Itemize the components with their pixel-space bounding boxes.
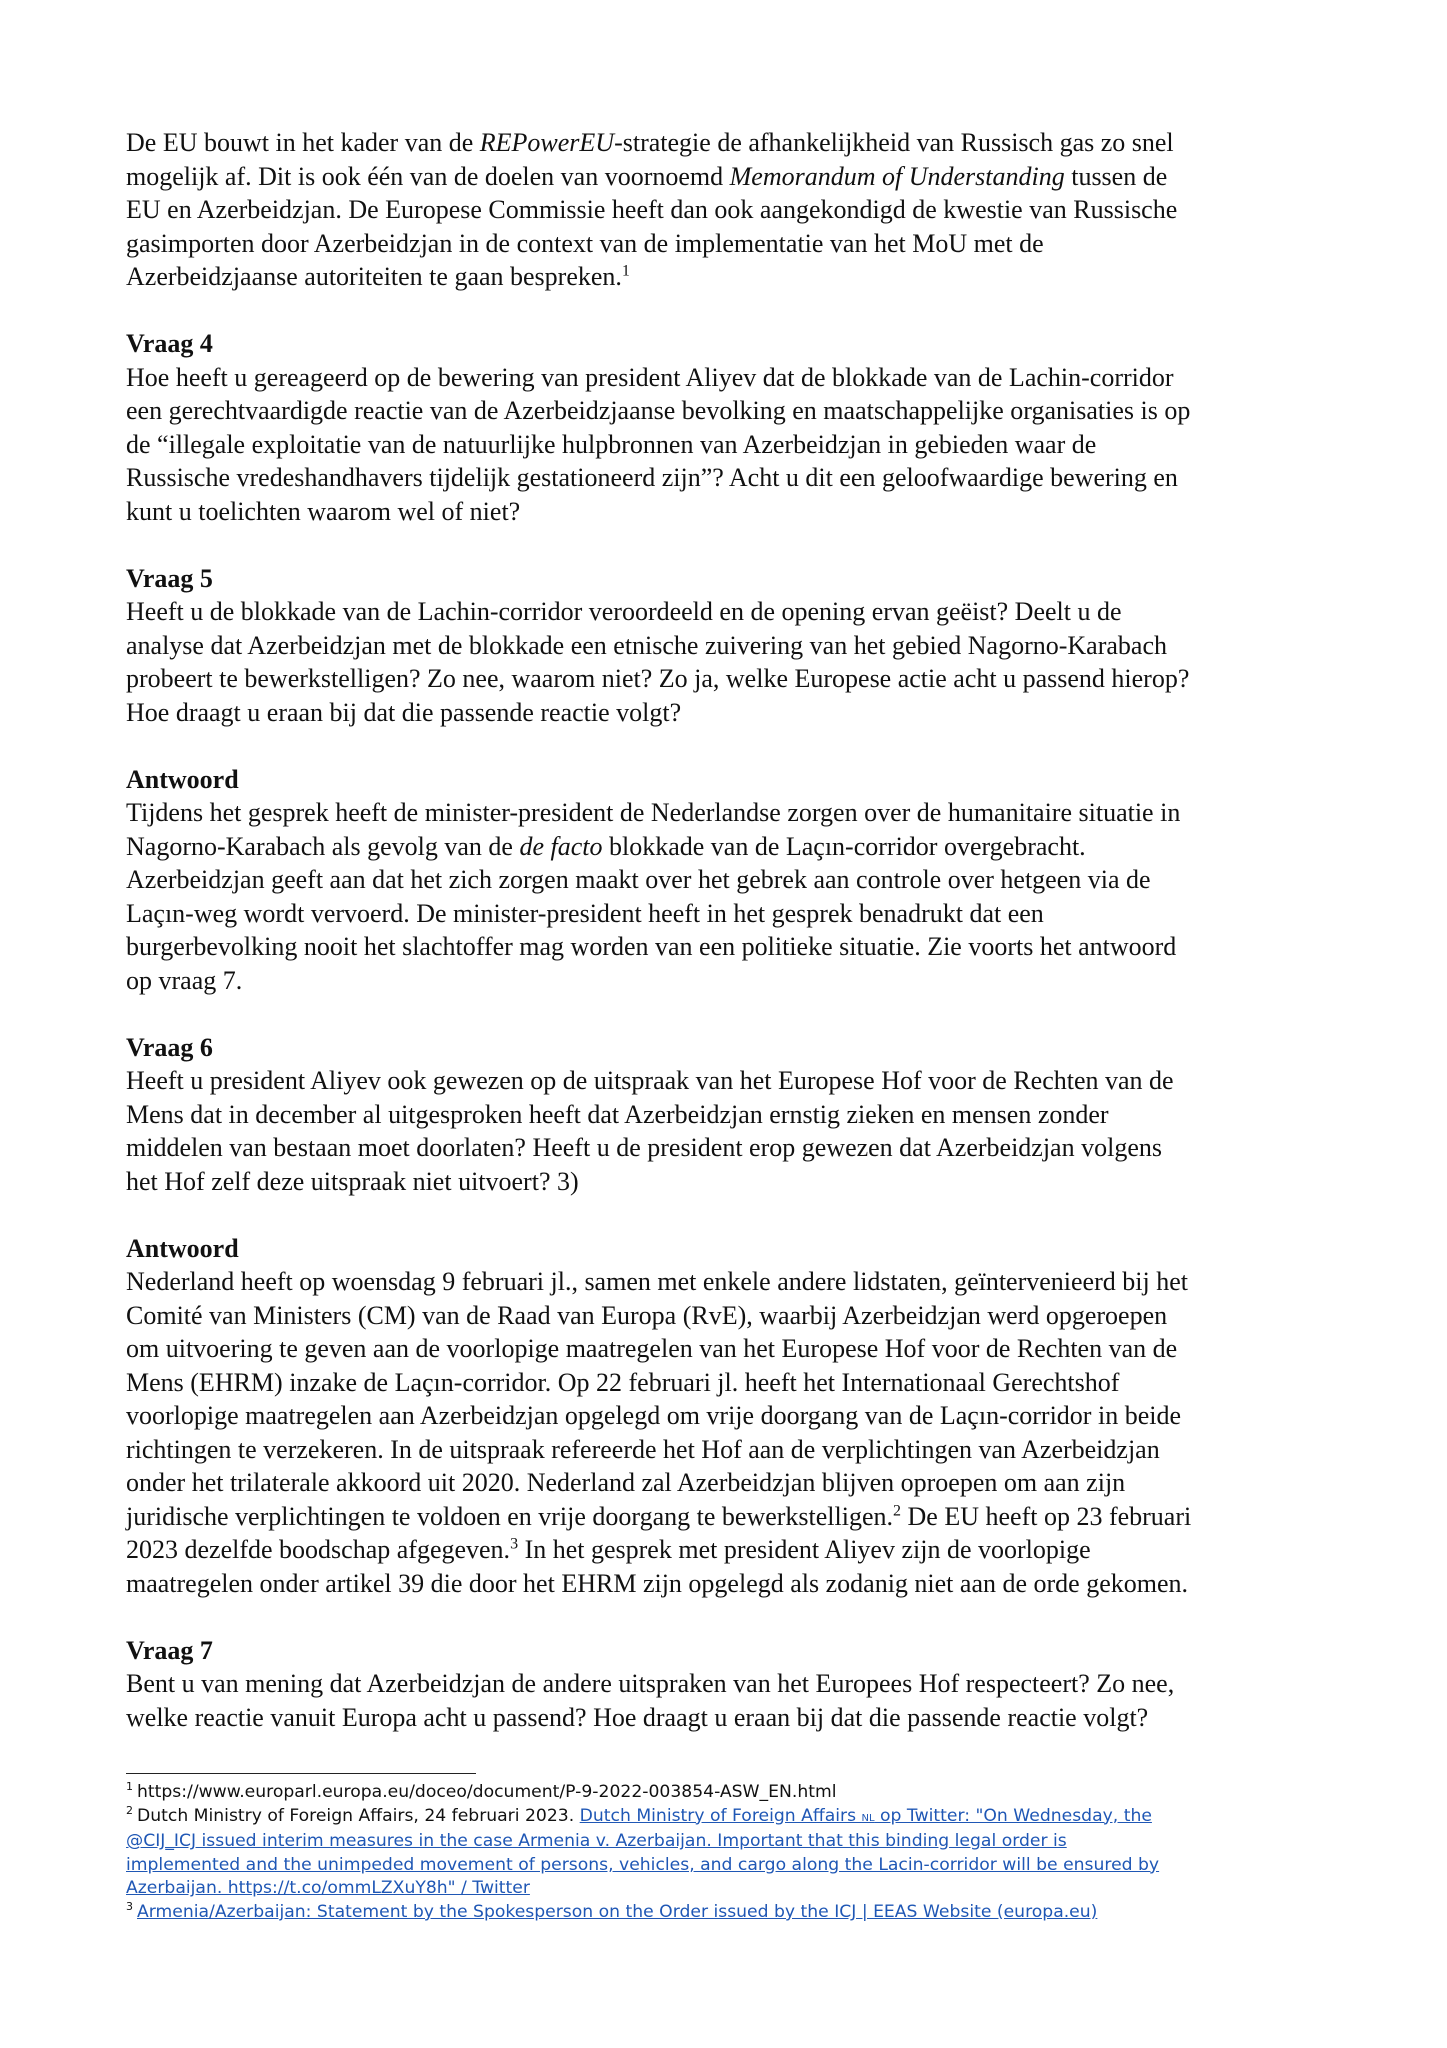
footnote-link-twitter[interactable] (580, 1806, 1152, 1826)
footnote-ref-1[interactable]: 1 (621, 262, 630, 280)
text-italic: REPowerEU (479, 128, 615, 157)
text: Hoe draagt u eraan bij dat die passende reactie volgt? (126, 697, 682, 727)
footnote-ref-3[interactable]: 3 (510, 1535, 519, 1553)
footnote-link-twitter-line[interactable]: implemented and the unimpeded movement of persons, vehicles, and cargo along the Lacin-corridor will be ensured by (126, 1854, 1160, 1875)
link-text: NL (861, 1812, 875, 1824)
text: Bent u van mening dat Azerbeidzjan de andere uitspraken van het Europees Hof respecteert? Zo nee, (126, 1669, 1175, 1698)
text: welke reactie vanuit Europa acht u passend? Hoe draagt u eraan bij dat die passende reactie volgt? (126, 1702, 1149, 1732)
answer-heading: Antwoord (126, 764, 239, 794)
footnote-link-twitter-line[interactable]: Azerbaijan. https://t.co/ommLZXuY8h" / Twitter (126, 1878, 530, 1899)
text: juridische verplichtingen te voldoen en vrije doorgang te bewerkstelligen. (126, 1501, 894, 1531)
text: probeert te bewerkstelligen? Zo nee, waarom niet? Zo ja, welke Europese actie acht u passend hierop? (126, 664, 1190, 693)
text: maatregelen onder artikel 39 die door het EHRM zijn opgelegd als zodanig niet aan de orde gekomen. (126, 1568, 1189, 1598)
text: Mens (EHRM) inzake de Laçın-corridor. Op 22 februari jl. heeft het Internationaal Gerechtshof (126, 1367, 1120, 1397)
text: onder het trilaterale akkoord uit 2020. Nederland zal Azerbeidzjan blijven oproepen om aan zijn (126, 1468, 1126, 1497)
text-italic: Memorandum of Understanding (729, 161, 1065, 191)
link-text: op Twitter: "On Wednesday, the (874, 1805, 1152, 1826)
intro-paragraph (126, 126, 1346, 294)
text: De EU heeft op 23 februari (901, 1501, 1192, 1531)
question-4 (126, 327, 1346, 528)
text: EU en Azerbeidzjan. De Europese Commissie heeft dan ook aangekondigd de kwestie van Russische (126, 195, 1178, 224)
text: Azerbeidzjan geeft aan dat het zich zorgen maakt over het gebrek aan controle over hetgeen via de (126, 865, 1151, 894)
answer-5 (126, 763, 1346, 998)
text: blokkade van de Laçın-corridor overgebracht. (602, 831, 1086, 861)
footnote-link-twitter-line[interactable]: @CIJ_ICJ issued interim measures in the case Armenia v. Azerbaijan. Important that this binding legal order is (126, 1831, 1067, 1852)
footnote-text: Dutch Ministry of Foreign Affairs, 24 februari 2023. (137, 1805, 580, 1826)
footnote-separator (126, 1773, 476, 1774)
answer-heading: Antwoord (126, 1233, 239, 1263)
document-body (126, 126, 1346, 1768)
text: Heeft u president Aliyev ook gewezen op de uitspraak van het Europese Hof voor de Rechten van de (126, 1066, 1174, 1095)
footnote-2 (126, 1805, 1346, 1831)
text: Nederland heeft op woensdag 9 februari jl., samen met enkele andere lidstaten, geïntervenieerd bij het (126, 1267, 1188, 1296)
text: 2023 dezelfde boodschap afgegeven. (126, 1535, 511, 1564)
text: analyse dat Azerbeidzjan met de blokkade een etnische zuivering van het gebied Nagorno-Karabach (126, 630, 1167, 660)
text: richtingen te verzekeren. In de uitspraak refereerde het Hof aan de verplichtingen van Azerbeidzjan (126, 1434, 1160, 1464)
text: Mens dat in december al uitgesproken heeft dat Azerbeidzjan ernstig zieken en mensen zonder (126, 1099, 1109, 1129)
text: voorlopige maatregelen aan Azerbeidzjan opgelegd om vrije doorgang van de Laçın-corridor in beide (126, 1401, 1181, 1430)
text: -strategie de afhankelijkheid van Russisch gas zo snel (614, 128, 1174, 157)
footnote-number: 2 (126, 1803, 133, 1817)
link-text: Dutch Ministry of Foreign Affairs (579, 1805, 862, 1826)
question-heading: Vraag 6 (126, 1032, 213, 1062)
question-7 (126, 1634, 1346, 1735)
text: burgerbevolking nooit het slachtoffer mag worden van een politieke situatie. Zie voorts het antwoord (126, 932, 1177, 961)
footnote-3 (126, 1901, 1346, 1925)
text-italic: de facto (519, 831, 603, 861)
text: gasimporten door Azerbeidzjan in de context van de implementatie van het MoU met de (126, 228, 1044, 258)
text: tussen de (1064, 161, 1168, 191)
text: middelen van bestaan moet doorlaten? Heeft u de president erop gewezen dat Azerbeidzjan volgens (126, 1133, 1162, 1162)
footnote-number: 3 (126, 1900, 133, 1914)
footnote-number: 1 (126, 1780, 133, 1794)
text: Nagorno-Karabach als gevolg van de (126, 831, 520, 861)
text: Comité van Ministers (CM) van de Raad van Europa (RvE), waarbij Azerbeidzjan werd opgeroepen (126, 1300, 1168, 1330)
footnote-link-eeas[interactable]: Armenia/Azerbaijan: Statement by the Spokesperson on the Order issued by the ICJ | EEAS Website (europa.eu) (137, 1901, 1098, 1922)
text: op vraag 7. (126, 965, 243, 995)
text: Hoe heeft u gereageerd op de bewering van president Aliyev dat de blokkade van de Lachin-corridor (126, 362, 1174, 392)
text: kunt u toelichten waarom wel of niet? (126, 496, 521, 526)
answer-6 (126, 1232, 1346, 1601)
footnotes (126, 1781, 1346, 1925)
footnote-text: https://www.europarl.europa.eu/doceo/document/P-9-2022-003854-ASW_EN.html (137, 1782, 837, 1802)
text: mogelijk af. Dit is ook één van de doelen van voornoemd (126, 161, 730, 191)
text: het Hof zelf deze uitspraak niet uitvoert? 3) (126, 1166, 579, 1196)
text: Tijdens het gesprek heeft de minister-president de Nederlandse zorgen over de humanitaire situatie in (126, 798, 1181, 827)
footnote-ref-2[interactable]: 2 (893, 1501, 902, 1519)
text: Azerbeidzjaanse autoriteiten te gaan bespreken. (126, 262, 622, 291)
text: om uitvoering te geven aan de voorlopige maatregelen van het Europese Hof voor de Rechten van de (126, 1334, 1178, 1363)
text: Heeft u de blokkade van de Lachin-corridor veroordeeld en de opening ervan geëist? Deelt u de (126, 597, 1122, 626)
question-heading: Vraag 7 (126, 1635, 213, 1665)
text: Laçın-weg wordt vervoerd. De minister-president heeft in het gesprek benadrukt dat een (126, 898, 1044, 928)
text: De EU bouwt in het kader van de (126, 128, 480, 157)
question-heading: Vraag 4 (126, 329, 213, 358)
text: de “illegale exploitatie van de natuurlijke hulpbronnen van Azerbeidzjan in gebieden waar de (126, 429, 1097, 459)
text: Russische vredeshandhavers tijdelijk gestationeerd zijn”? Acht u dit een geloofwaardige bewering en (126, 463, 1178, 492)
text: een gerechtvaardigde reactie van de Azerbeidzjaanse bevolking en maatschappelijke organisaties is op (126, 396, 1191, 425)
question-5 (126, 562, 1346, 730)
question-heading: Vraag 5 (126, 563, 213, 593)
question-6 (126, 1031, 1346, 1199)
footnote-1 (126, 1781, 1346, 1805)
text: In het gesprek met president Aliyev zijn de voorlopige (518, 1535, 1091, 1564)
